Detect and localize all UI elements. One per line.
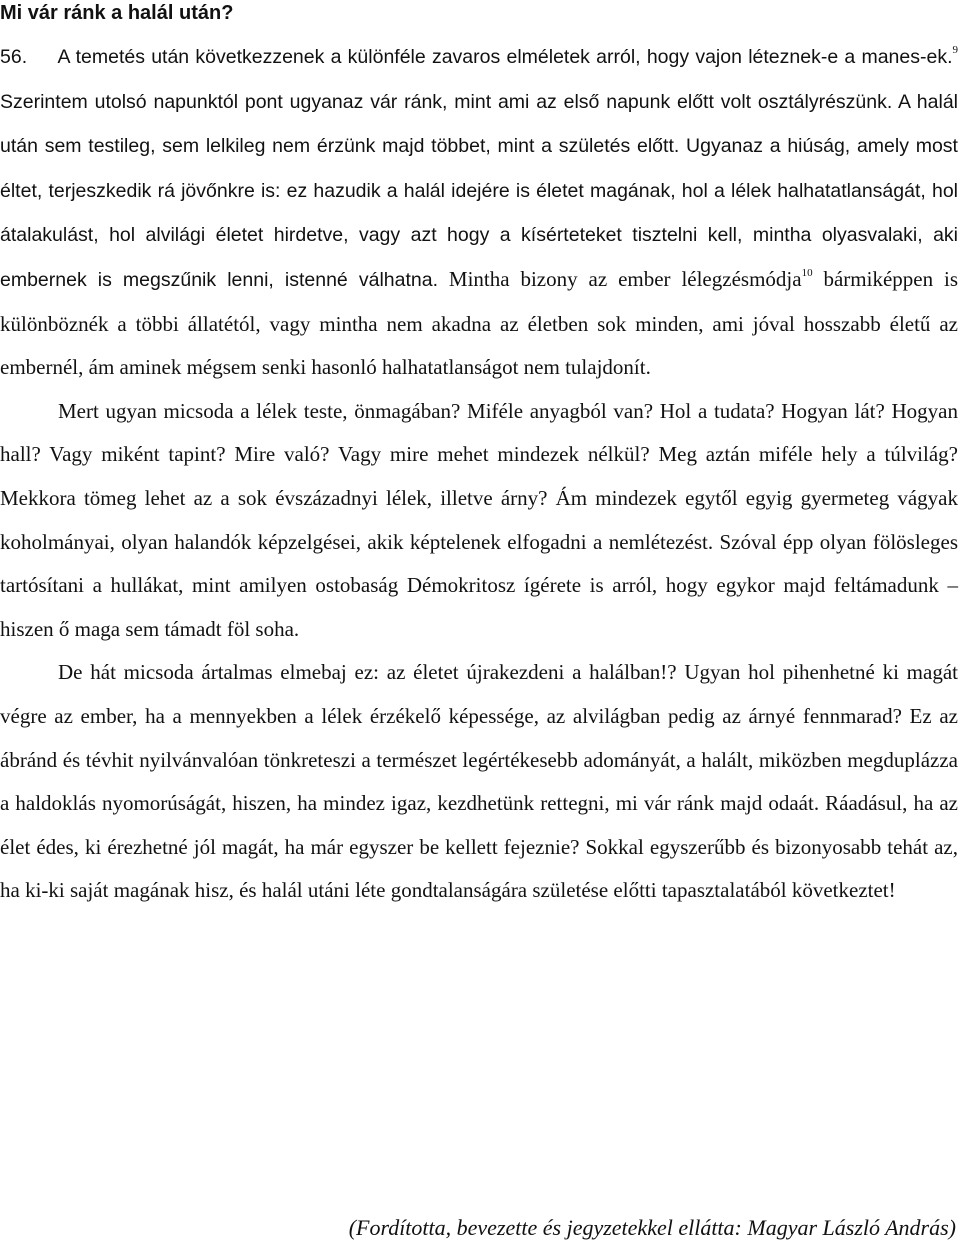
paragraph-56-run-5: bármiképpen is különböznék a többi állatétól, vagy mintha nem akadna az életben sok minden, ami jóval hosszabb életű az embernél, ám aminek mégsem senki hasonló halhatatlanságot nem tulajdonít. xyxy=(0,266,958,380)
paragraph-56 xyxy=(0,35,958,390)
footnote-marker-10: 10 xyxy=(801,266,813,279)
paragraph-56-run-4: Mintha bizony az ember lélegzésmódja xyxy=(438,266,802,291)
paragraph-3: De hát micsoda ártalmas elmebaj ez: az életet újrakezdeni a halálban!? Ugyan hol pihenhetné ki magát végre az ember, ha a mennyekben a lélek érzékelő képessége, az alvilágban pedig az árnyé fennmarad? Ez az ábránd és tévhit nyilvánvalóan tönkreteszi a természet legértékesebb adományát, a halált, miközben megduplázza a haldoklás nyomorúságát, hiszen, ha mindez igaz, kezdhetünk rettegni, mi vár ránk majd odaát. Ráadásul, ha az élet édes, ki érezhetné jól magát, ha már egyszer be kellett fejeznie? Sokkal egyszerűbb és bizonyosabb tehát az, ha ki-ki saját magának hisz, és halál utáni léte gondtalanságára születése előtti tapasztalatából következtet! xyxy=(0,660,958,903)
paragraph-56-run-2: Szerintem utolsó napunktól pont ugyanaz vár ránk, mint ami az első napunk előtt volt osztályrészünk. A halál után sem testileg, sem lelkileg nem érzünk majd többet, mint a születés előtt. xyxy=(0,90,958,158)
paragraph-56-run-1: A temetés után következzenek a különféle zavaros elméletek arról, hogy vajon léteznek-e a manes-ek. xyxy=(57,46,953,68)
translator-credit: (Fordította, bevezette és jegyzetekkel ellátta: Magyar László András) xyxy=(348,1215,956,1240)
footnote-marker-9: 9 xyxy=(952,44,959,56)
document-title: Mi vár ránk a halál után? xyxy=(0,2,234,24)
paragraph-2: Mert ugyan micsoda a lélek teste, önmagában? Miféle anyagból van? Hol a tudata? Hogyan lát? Hogyan hall? Vagy miként tapint? Mire való? Vagy mire mehet mindezek nélkül? Meg aztán miféle hely a túlvilág? Mekkora tömeg lehet az a sok évszázadnyi lélek, illetve árny? Ám mindezek egytől egyig gyermeteg vágyak koholmányai, olyan halandók képzelgései, akik képtelenek elfogadni a nemlétezést. Szóval épp olyan fölösleges tartósítani a hullákat, mint amilyen ostobaság Démokritosz ígérete is arról, hogy egykor majd feltámadunk – hiszen ő maga sem támadt föl soha. xyxy=(0,398,958,641)
paragraph-number: 56. xyxy=(0,46,28,68)
paragraph-56-run-3: Ugyanaz a hiúság, amely most éltet, terjeszkedik rá jövőnkre is: ez hazudik a halál idejére is életet magának, hol a lélek halhatatlanságát, hol átalakulást, hol alvilági életet hirdetve, vagy azt hogy a kísérteteket tisztelni kell, mintha olyasvalaki, aki embernek is megszűnik lenni, istenné válhatna. xyxy=(0,135,958,291)
